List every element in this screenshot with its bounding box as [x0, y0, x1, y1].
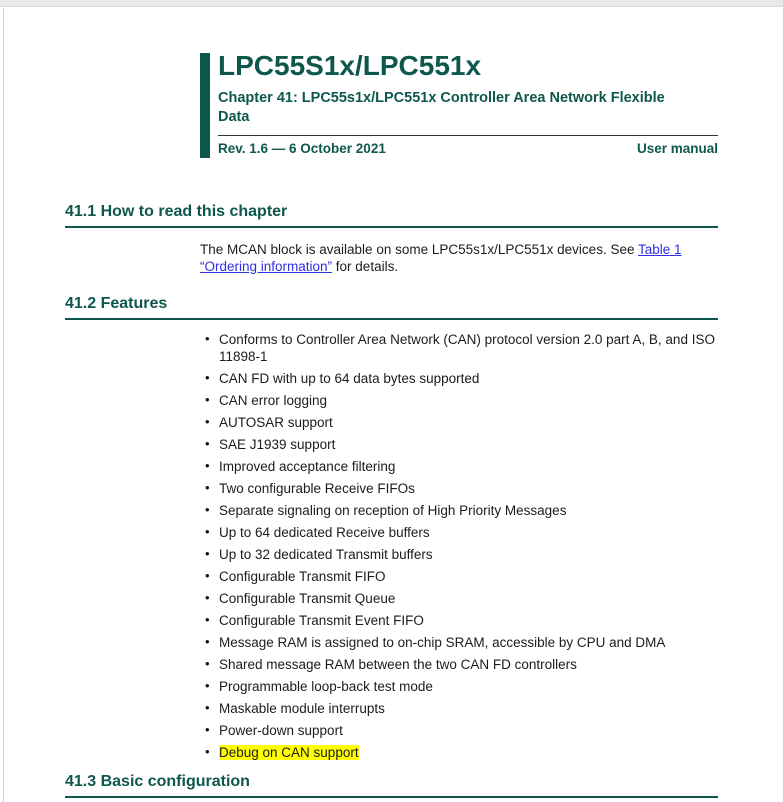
- section-features: [65, 295, 730, 767]
- bullet-icon: •: [205, 589, 210, 605]
- feature-item: [200, 745, 730, 762]
- section-how-to-read: [65, 203, 718, 275]
- bullet-icon: •: [205, 413, 210, 429]
- document-header: [200, 50, 720, 156]
- bullet-icon: •: [205, 721, 210, 737]
- bullet-icon: •: [205, 391, 210, 407]
- title-accent-bar: [200, 53, 210, 158]
- header-rule: [218, 135, 718, 136]
- feature-item: [200, 437, 730, 454]
- bullet-icon: •: [205, 435, 210, 451]
- bullet-icon: •: [205, 743, 210, 759]
- ordering-information-link[interactable]: Table 1 “Ordering information”: [200, 242, 682, 274]
- feature-item: [200, 332, 730, 365]
- doc-title: LPC55S1x/LPC551x: [218, 50, 482, 81]
- features-list: [200, 332, 730, 761]
- feature-item: [200, 459, 730, 476]
- feature-item: [200, 613, 730, 630]
- section-basic-configuration: [65, 773, 718, 798]
- feature-item: [200, 503, 730, 520]
- section-heading-41-1: 41.1 How to read this chapter: [65, 203, 718, 228]
- bullet-icon: •: [205, 479, 210, 495]
- doc-type-label: User manual: [636, 141, 718, 156]
- feature-item: [200, 679, 730, 696]
- bullet-icon: •: [205, 523, 210, 539]
- feature-text: Debug on CAN support: [219, 744, 359, 760]
- bullet-icon: •: [205, 545, 210, 561]
- feature-text: Programmable loop-back test mode: [219, 678, 433, 694]
- feature-item: [200, 547, 730, 564]
- feature-item: [200, 371, 730, 388]
- page-left-edge: [3, 8, 4, 802]
- feature-item: [200, 525, 730, 542]
- feature-text: CAN error logging: [219, 392, 328, 408]
- page-top-edge: [0, 0, 783, 7]
- feature-text: CAN FD with up to 64 data bytes supported: [219, 370, 480, 386]
- revision-text: Rev. 1.6 — 6 October 2021: [218, 141, 386, 156]
- feature-text: Configurable Transmit Event FIFO: [219, 612, 424, 628]
- feature-item: [200, 415, 730, 432]
- feature-item: [200, 701, 730, 718]
- feature-text: Up to 32 dedicated Transmit buffers: [219, 546, 433, 562]
- bullet-icon: •: [205, 501, 210, 517]
- feature-text: Two configurable Receive FIFOs: [219, 480, 415, 496]
- feature-text: Power-down support: [219, 722, 343, 738]
- feature-text: AUTOSAR support: [219, 414, 333, 430]
- feature-text: Conforms to Controller Area Network (CAN) protocol version 2.0 part A, B, and ISO 11898-1: [219, 332, 715, 364]
- feature-text: Configurable Transmit FIFO: [219, 568, 386, 584]
- feature-text: Separate signaling on reception of High Priority Messages: [219, 502, 567, 518]
- bullet-icon: •: [205, 699, 210, 715]
- revision-row: [218, 141, 718, 156]
- feature-text: Up to 64 dedicated Receive buffers: [219, 524, 430, 540]
- bullet-icon: •: [205, 331, 210, 346]
- feature-text: Message RAM is assigned to on-chip SRAM, accessible by CPU and DMA: [219, 634, 666, 650]
- feature-text: Configurable Transmit Queue: [219, 590, 396, 606]
- bullet-icon: •: [205, 457, 210, 473]
- feature-text: SAE J1939 support: [219, 436, 336, 452]
- feature-item: [200, 723, 730, 740]
- chapter-title: Chapter 41: LPC55s1x/LPC551x Controller Area Network Flexible Data: [218, 90, 665, 125]
- feature-item: [200, 635, 730, 652]
- feature-item: [200, 569, 730, 586]
- bullet-icon: •: [205, 677, 210, 693]
- section-heading-41-2: 41.2 Features: [65, 295, 718, 320]
- feature-text: Shared message RAM between the two CAN FD controllers: [219, 656, 577, 672]
- intro-text-before: The MCAN block is available on some LPC55s1x/LPC551x devices. See: [200, 242, 638, 257]
- bullet-icon: •: [205, 369, 210, 385]
- feature-text: Maskable module interrupts: [219, 700, 385, 716]
- bullet-icon: •: [205, 655, 210, 671]
- feature-item: [200, 657, 730, 674]
- bullet-icon: •: [205, 611, 210, 627]
- feature-item: [200, 591, 730, 608]
- section-heading-41-3: 41.3 Basic configuration: [65, 773, 718, 798]
- feature-item: [200, 481, 730, 498]
- intro-paragraph: [200, 242, 700, 275]
- bullet-icon: •: [205, 567, 210, 583]
- feature-text: Improved acceptance filtering: [219, 458, 396, 474]
- intro-text-after: for details.: [332, 258, 399, 274]
- feature-item: [200, 393, 730, 410]
- bullet-icon: •: [205, 633, 210, 649]
